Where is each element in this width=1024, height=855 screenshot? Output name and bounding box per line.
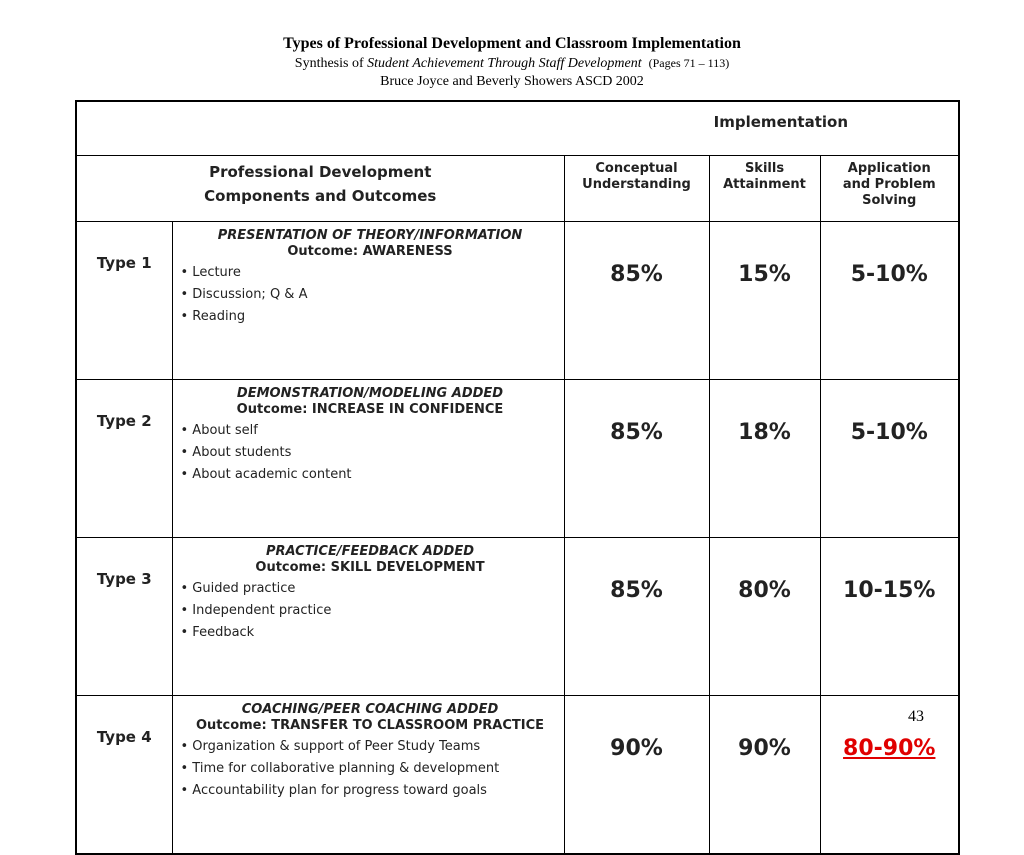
list-item: • About students [180,445,292,460]
type-outcome: Outcome: AWARENESS [287,244,453,259]
slide-header [0,34,1024,91]
application-value: 10-15% [820,538,959,696]
table-row-type-3 [76,538,959,696]
list-item: • Reading [180,309,246,324]
column-header-line: Application [847,161,931,176]
list-item: • Guided practice [180,581,296,596]
subtitle-book-title: Student Achievement Through Staff Development [367,56,642,71]
type-description [172,380,564,538]
conceptual-value: 90% [564,696,709,855]
type-heading: PRACTICE/FEEDBACK ADDED [265,544,475,559]
list-item: • Accountability plan for progress toward goals [180,783,487,798]
list-item: • About self [180,423,258,438]
type-outcome: Outcome: TRANSFER TO CLASSROOM PRACTICE [195,718,545,733]
type-heading: COACHING/PEER COACHING ADDED [241,702,499,717]
implementation-label: Implementation [76,101,959,156]
type-label: Type 4 [76,696,172,855]
column-header-skills [709,156,820,222]
list-item: • Independent practice [180,603,332,618]
components-header-line1: Professional Development [209,163,432,181]
skills-value: 90% [709,696,820,855]
subtitle-prefix: Synthesis of [294,56,368,71]
column-header-line: Attainment [723,177,806,192]
column-header-application [820,156,959,222]
type-heading: DEMONSTRATION/MODELING ADDED [236,386,504,401]
column-header-line: Conceptual [595,161,678,176]
type-label: Type 1 [76,222,172,380]
type-description [172,222,564,380]
conceptual-value: 85% [564,380,709,538]
application-value: 5-10% [820,222,959,380]
bullet-list [181,262,560,328]
page-number: 43 [908,708,924,725]
skills-value: 80% [709,538,820,696]
bullet-list [181,736,560,802]
type-outcome: Outcome: INCREASE IN CONFIDENCE [236,402,504,417]
skills-value: 15% [709,222,820,380]
type-description [172,696,564,855]
application-value-highlight: 80-90% [820,696,959,855]
pd-table [75,100,960,855]
bullet-list [181,420,560,486]
list-item: • Lecture [180,265,241,280]
column-header-row [76,156,959,222]
list-item: • Organization & support of Peer Study Teams [180,739,481,754]
column-header-conceptual [564,156,709,222]
table-row-type-4 [76,696,959,855]
conceptual-value: 85% [564,222,709,380]
slide-authors: Bruce Joyce and Beverly Showers ASCD 2002 [380,74,644,89]
components-header [76,156,564,222]
list-item: • Time for collaborative planning & development [180,761,500,776]
list-item: • Discussion; Q & A [180,287,308,302]
components-header-line2: Components and Outcomes [204,187,437,205]
column-header-line: Skills [744,161,785,176]
implementation-header-row [76,101,959,156]
skills-value: 18% [709,380,820,538]
type-heading: PRESENTATION OF THEORY/INFORMATION [217,228,523,243]
type-label: Type 3 [76,538,172,696]
type-outcome: Outcome: SKILL DEVELOPMENT [255,560,485,575]
list-item: • About academic content [180,467,352,482]
table-row-type-2 [76,380,959,538]
table-row-type-1 [76,222,959,380]
bullet-list [181,578,560,644]
type-label: Type 2 [76,380,172,538]
subtitle-pages: (Pages 71 – 113) [648,56,730,70]
slide-subtitle [0,54,1024,73]
column-header-line: Solving [862,193,917,208]
slide-title: Types of Professional Development and Classroom Implementation [283,35,741,52]
application-value: 5-10% [820,380,959,538]
column-header-line: Understanding [582,177,691,192]
conceptual-value: 85% [564,538,709,696]
column-header-line: and Problem [842,177,936,192]
type-description [172,538,564,696]
list-item: • Feedback [180,625,255,640]
